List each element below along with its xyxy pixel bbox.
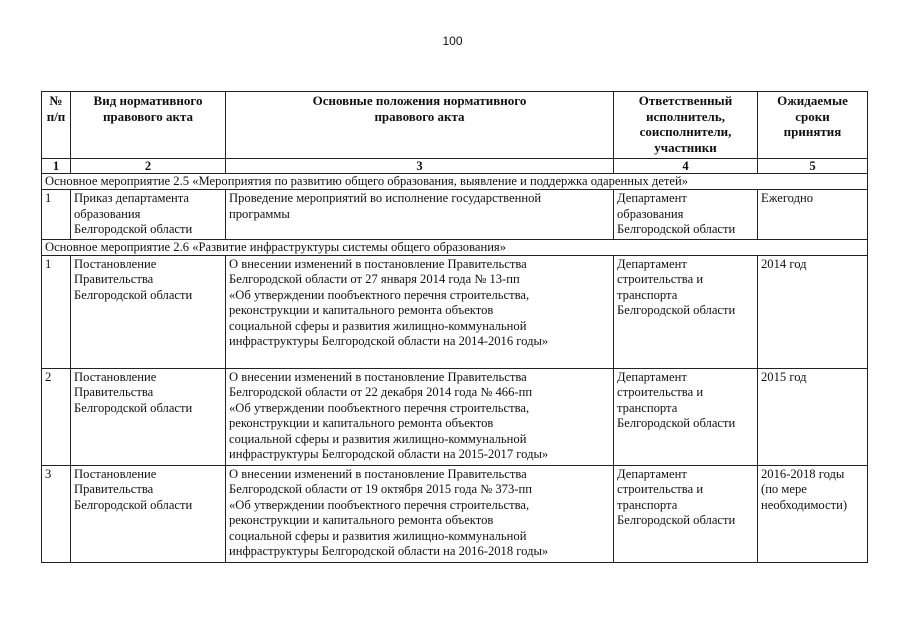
table-header-row [42, 92, 868, 159]
row-responsible: Департамент образования Белгородской области [614, 190, 758, 240]
row-act-type: Постановление Правительства Белгородской области [71, 368, 226, 465]
row-responsible: Департамент строительства и транспорта Белгородской области [614, 368, 758, 465]
column-index-row [42, 159, 868, 174]
header-num: № п/п [42, 92, 71, 159]
regulatory-acts-table [41, 91, 868, 563]
row-responsible: Департамент строительства и транспорта Белгородской области [614, 255, 758, 368]
row-terms: 2015 год [758, 368, 868, 465]
column-index: 1 [42, 159, 71, 174]
row-terms: 2016-2018 годы (по мере необходимости) [758, 465, 868, 562]
row-provisions: Проведение мероприятий во исполнение государственной программы [226, 190, 614, 240]
table-row [42, 190, 868, 240]
header-act-type: Вид нормативного правового акта [71, 92, 226, 159]
column-index: 5 [758, 159, 868, 174]
row-num: 1 [42, 255, 71, 368]
header-terms: Ожидаемые сроки принятия [758, 92, 868, 159]
table-row [42, 255, 868, 368]
section-title: Основное мероприятие 2.5 «Мероприятия по развитию общего образования, выявление и поддержка одаренных детей» [42, 174, 868, 190]
header-provisions: Основные положения нормативного правового акта [226, 92, 614, 159]
row-num: 3 [42, 465, 71, 562]
row-provisions: О внесении изменений в постановление Правительства Белгородской области от 19 октября 2015 года № 373-пп «Об утверждении пообъектного перечня строительства, реконструкции и капитального ремонта объектов социальной сферы и развития жилищно-коммунальной инфраструктуры Белгородской области на 2016-2018 годы» [226, 465, 614, 562]
row-terms: Ежегодно [758, 190, 868, 240]
row-provisions: О внесении изменений в постановление Правительства Белгородской области от 22 декабря 2014 года № 466-пп «Об утверждении пообъектного перечня строительства, реконструкции и капитального ремонта объектов социальной сферы и развития жилищно-коммунальной инфраструктуры Белгородской области на 2015-2017 годы» [226, 368, 614, 465]
section-row [42, 174, 868, 190]
page-number: 100 [442, 34, 463, 48]
row-responsible: Департамент строительства и транспорта Белгородской области [614, 465, 758, 562]
row-num: 2 [42, 368, 71, 465]
row-act-type: Постановление Правительства Белгородской области [71, 465, 226, 562]
row-terms: 2014 год [758, 255, 868, 368]
table-row [42, 368, 868, 465]
row-act-type: Постановление Правительства Белгородской области [71, 255, 226, 368]
column-index: 4 [614, 159, 758, 174]
column-index: 3 [226, 159, 614, 174]
row-provisions: О внесении изменений в постановление Правительства Белгородской области от 27 января 2014 года № 13-пп «Об утверждении пообъектного перечня строительства, реконструкции и капитального ремонта объектов социальной сферы и развития жилищно-коммунальной инфраструктуры Белгородской области на 2014-2016 годы» [226, 255, 614, 368]
header-responsible: Ответственный исполнитель, соисполнители, участники [614, 92, 758, 159]
column-index: 2 [71, 159, 226, 174]
row-num: 1 [42, 190, 71, 240]
row-act-type: Приказ департамента образования Белгородской области [71, 190, 226, 240]
table-row [42, 465, 868, 562]
section-title: Основное мероприятие 2.6 «Развитие инфраструктуры системы общего образования» [42, 239, 868, 255]
section-row [42, 239, 868, 255]
